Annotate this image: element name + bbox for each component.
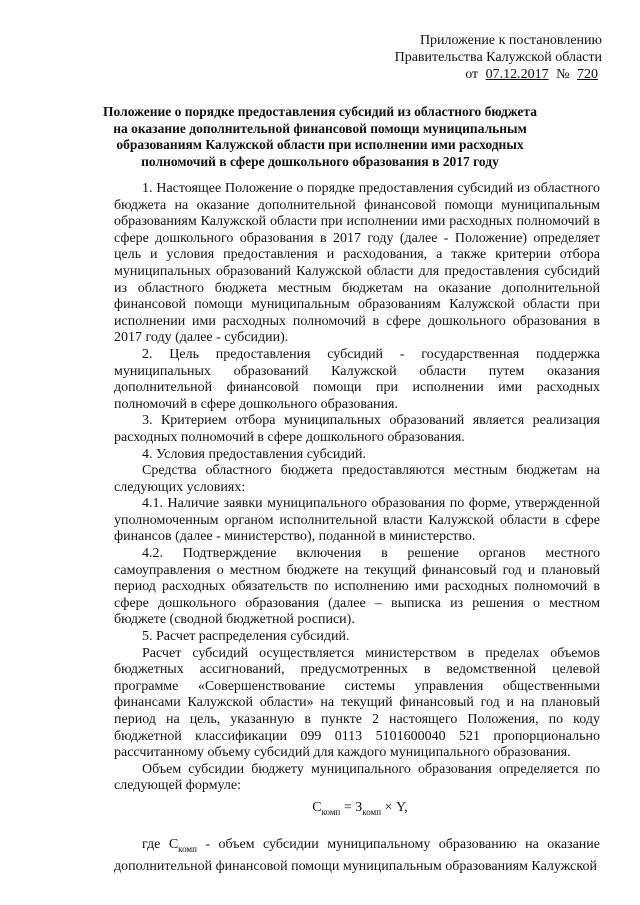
formula-tail: × Y,	[381, 800, 408, 815]
formula-rhs: З	[355, 800, 363, 815]
paragraph: 4. Условия предоставления субсидий.	[142, 446, 367, 462]
appendix-header	[395, 32, 602, 83]
subsidy-formula	[0, 800, 640, 817]
formula-lhs: С	[312, 800, 322, 815]
paragraph: 5. Расчет распределения субсидий.	[142, 629, 350, 645]
paragraph	[114, 836, 600, 875]
explanation-sub: комп	[178, 843, 197, 854]
appendix-date-line	[395, 66, 602, 83]
explanation-prefix: где С	[142, 837, 179, 852]
formula-rhs-sub: комп	[362, 806, 382, 817]
number-sign: №	[556, 67, 570, 82]
resolution-number: 720	[577, 67, 598, 82]
formula-lhs-sub: комп	[321, 806, 341, 817]
paragraph: 1. Настоящее Положение о порядке предоставления субсидий из областного бюджета на оказание дополнительной финансовой помощи муниципальным образованиям Калужской области при исполнении ими расходных полномочий в сфере дошкольного образования в 2017 году (далее - Положение) определяет цель и условия предоставления и расходования, а также критерии отбора муниципальных образований Калужской области для предоставления субсидий из областного бюджета местным бюджетам на оказание дополнительной финансовой помощи муниципальным образованиям Калужской области при исполнении ими расходных полномочий в сфере дошкольного образования в 2017 году (далее - субсидии).	[114, 181, 600, 346]
paragraph: Объем субсидии бюджету муниципального образования определяется по следующей формуле:	[114, 761, 600, 794]
explanation-text: - объем субсидии муниципальному образованию на оказание дополнительной финансовой помощи муниципальным образованиям Калужской	[114, 837, 600, 874]
resolution-date: 07.12.2017	[485, 67, 549, 82]
formula-explanation	[114, 836, 600, 875]
from-label: от	[465, 67, 479, 82]
appendix-line-2: Правительства Калужской области	[394, 50, 602, 65]
appendix-line-1: Приложение к постановлению	[419, 33, 602, 48]
paragraph: 3. Критерием отбора муниципальных образований является реализация расходных полномочий в сфере дошкольного образования.	[114, 413, 600, 445]
paragraph: 4.1. Наличие заявки муниципального образования по форме, утвержденной уполномоченным органом исполнительной власти Калужской области в сфере финансов (далее - министерство), поданной в министерство.	[114, 496, 600, 545]
document-title: Положение о порядке предоставления субсидий из областного бюджета на оказание дополнительной финансовой помощи муниципальным образованиям Калужской области при исполнении ими расходных полномочий в сфере дошкольного образования в 2017 году	[103, 104, 537, 169]
paragraph: 2. Цель предоставления субсидий - государственная поддержка муниципальных образований Калужской области путем оказания дополнительной финансовой помощи при исполнении ими расходных полномочий в сфере дошкольного образования.	[114, 346, 600, 412]
document-body	[114, 181, 600, 795]
paragraph: 4.2. Подтверждение включения в решение органов местного самоуправления о местном бюджете на текущий финансовый год и плановый период расходных обязательств по исполнению ими расходных полномочий в сфере дошкольного образования (далее – выписка из решения о местном бюджете (сводной бюджетной росписи).	[114, 546, 600, 628]
formula-eq: =	[340, 800, 356, 815]
paragraph: Расчет субсидий осуществляется министерством в пределах объемов бюджетных ассигнований, предусмотренных в ведомственной целевой программе «Совершенствование системы управления общественными финансами Калужской области» на текущий финансовый год и на плановый период на цель, указанную в пункте 2 настоящего Положения, по коду бюджетной классификации 099 0113 5101600040 521 пропорционально рассчитанному объему субсидий для каждого муниципального образования.	[114, 645, 600, 761]
paragraph: Средства областного бюджета предоставляются местным бюджетам на следующих условиях:	[114, 463, 600, 495]
